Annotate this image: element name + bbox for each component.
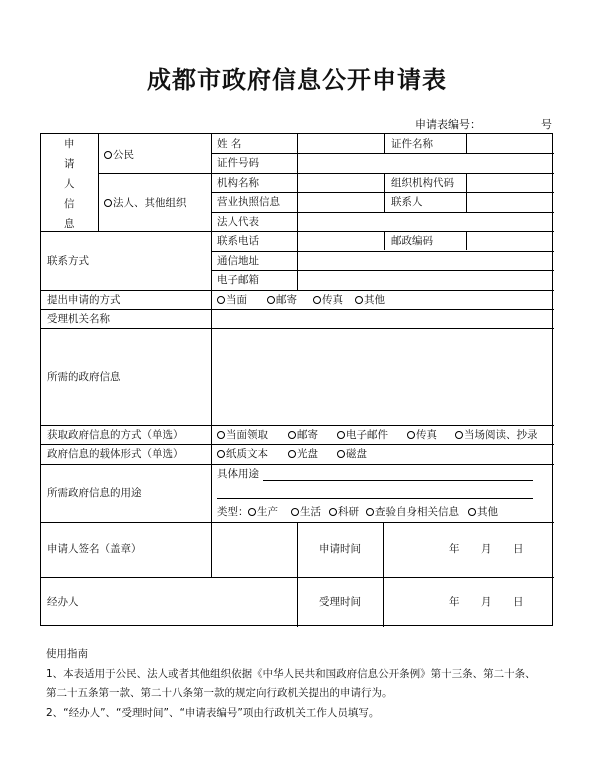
specific-purpose-line[interactable] <box>217 498 533 499</box>
contact-person-label: 联系人 <box>391 196 423 208</box>
signature-label: 申请人签名（盖章） <box>47 543 142 555</box>
radio-circle-icon <box>355 296 363 304</box>
accept-time-label: 受理时间 <box>319 596 361 608</box>
handler-label: 经办人 <box>47 596 79 608</box>
radio-circle-icon <box>217 431 225 439</box>
carrier-paper-radio[interactable]: 纸质文本 <box>217 447 268 461</box>
radio-circle-icon <box>337 431 345 439</box>
date-day: 日 <box>513 543 524 555</box>
radio-circle-icon <box>291 508 299 516</box>
id-number-label: 证件号码 <box>217 157 259 169</box>
submit-fax-radio[interactable]: 传真 <box>313 293 343 307</box>
applicant-section-char: 信 <box>64 198 75 210</box>
purpose-label: 所需政府信息的用途 <box>47 487 142 499</box>
email-label: 电子邮箱 <box>217 274 259 286</box>
apply-time-label: 申请时间 <box>319 543 361 555</box>
date-year: 年 <box>449 543 460 555</box>
phone-label: 联系电话 <box>217 235 259 247</box>
application-form-table <box>40 133 553 626</box>
radio-circle-icon <box>288 450 296 458</box>
submit-mail-radio[interactable]: 邮寄 <box>267 293 297 307</box>
obtain-in-person-radio[interactable]: 当面领取 <box>217 428 268 442</box>
guide-line: 第二十五条第一款、第二十八条第一款的规定向行政机关提出的申请行为。 <box>46 687 393 699</box>
carrier-disk-radio[interactable]: 磁盘 <box>337 447 367 461</box>
applicant-section-char: 人 <box>64 178 75 190</box>
radio-circle-icon <box>267 296 275 304</box>
form-number-suffix: 号 <box>541 118 552 131</box>
radio-circle-icon <box>455 431 463 439</box>
date-year: 年 <box>449 596 460 608</box>
radio-circle-icon <box>407 431 415 439</box>
id-type-label: 证件名称 <box>391 138 433 150</box>
type-self-info-radio[interactable]: 查验自身相关信息 <box>366 505 459 519</box>
date-day: 日 <box>513 596 524 608</box>
applicant-section-char: 申 <box>64 138 75 150</box>
obtain-fax-radio[interactable]: 传真 <box>407 428 437 442</box>
specific-purpose-label: 具体用途 <box>217 468 259 480</box>
obtain-email-radio[interactable]: 电子邮件 <box>337 428 388 442</box>
org-name-label: 机构名称 <box>217 177 259 189</box>
radio-circle-icon <box>217 450 225 458</box>
radio-circle-icon <box>217 296 225 304</box>
obtain-mail-radio[interactable]: 邮寄 <box>288 428 318 442</box>
license-label: 营业执照信息 <box>217 196 280 208</box>
info-needed-label: 所需的政府信息 <box>47 371 121 383</box>
submit-method-label: 提出申请的方式 <box>47 294 121 306</box>
carrier-cd-radio[interactable]: 光盘 <box>288 447 318 461</box>
org-radio[interactable]: 法人、其他组织 <box>104 196 187 210</box>
address-label: 通信地址 <box>217 255 259 267</box>
radio-circle-icon <box>248 508 256 516</box>
radio-circle-icon <box>329 508 337 516</box>
carrier-label: 政府信息的载体形式（单选） <box>47 448 184 460</box>
guide-title: 使用指南 <box>46 648 88 660</box>
submit-in-person-radio[interactable]: 当面 <box>217 293 247 307</box>
radio-circle-icon <box>337 450 345 458</box>
radio-circle-icon <box>104 151 112 159</box>
specific-purpose-line[interactable] <box>263 480 533 481</box>
submit-other-radio[interactable]: 其他 <box>355 293 385 307</box>
guide-line: 1、本表适用于公民、法人或者其他组织依据《中华人民共和国政府信息公开条例》第十三条、第二十条、 <box>46 668 536 680</box>
legal-rep-label: 法人代表 <box>217 216 259 228</box>
applicant-section-char: 请 <box>64 158 75 170</box>
form-title: 成都市政府信息公开申请表 <box>147 66 447 94</box>
date-month: 月 <box>481 543 492 555</box>
obtain-read-copy-radio[interactable]: 当场阅读、抄录 <box>455 428 538 442</box>
form-number <box>415 116 552 132</box>
type-life-radio[interactable]: 生活 <box>291 505 321 519</box>
radio-circle-icon <box>366 508 374 516</box>
radio-circle-icon <box>468 508 476 516</box>
radio-circle-icon <box>313 296 321 304</box>
guide-line: 2、“经办人”、“受理时间”、“申请表编号”项由行政机关工作人员填写。 <box>46 707 380 719</box>
applicant-section-char: 息 <box>64 218 75 230</box>
radio-circle-icon <box>104 199 112 207</box>
org-code-label: 组织机构代码 <box>391 177 454 189</box>
contact-method-label: 联系方式 <box>47 255 89 267</box>
type-other-radio[interactable]: 其他 <box>468 505 498 519</box>
citizen-radio[interactable]: 公民 <box>104 148 134 162</box>
postcode-label: 邮政编码 <box>391 235 433 247</box>
form-number-label: 申请表编号： <box>415 118 481 131</box>
name-label: 姓 名 <box>217 138 242 150</box>
type-research-radio[interactable]: 科研 <box>329 505 359 519</box>
purpose-type-label: 类型： <box>217 506 249 518</box>
radio-circle-icon <box>288 431 296 439</box>
agency-label: 受理机关名称 <box>47 313 110 325</box>
type-production-radio[interactable]: 生产 <box>248 505 278 519</box>
date-month: 月 <box>481 596 492 608</box>
obtain-method-label: 获取政府信息的方式（单选） <box>47 429 184 441</box>
